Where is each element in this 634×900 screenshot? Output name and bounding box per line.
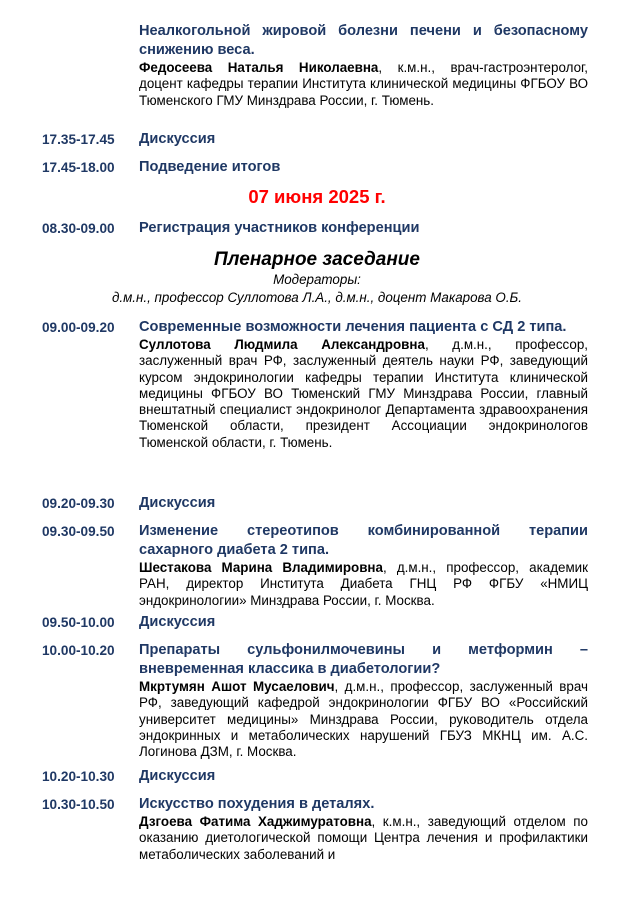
session-title: Дискуссия <box>139 131 216 147</box>
session-time: 10.30-10.50 <box>42 797 115 812</box>
session-time: 09.20-09.30 <box>42 496 115 511</box>
session-topic: Искусство похудения в деталях. <box>139 796 375 812</box>
session-time: 10.00-10.20 <box>42 643 115 658</box>
moderators-label: Модераторы: <box>273 272 361 287</box>
speaker-info <box>139 679 588 760</box>
speaker-info <box>139 560 588 609</box>
speaker-details: , д.м.н., профессор, заслуженный врач РФ, заведующий кафедрой эндокринологии ФГБУ ВО «Российский университет медицины» Минздрава России, руководитель отдела эндокринных и метаболических нарушений ГБУЗ МКНЦ им. А.С. Логинова ДЗМ, г. Москва. <box>139 679 588 760</box>
session-time: 09.30-09.50 <box>42 524 115 539</box>
session-topic: Современные возможности лечения пациента с СД 2 типа. <box>139 319 567 335</box>
speaker-info <box>139 814 588 863</box>
session-time: 09.00-09.20 <box>42 320 115 335</box>
day-date-heading: 07 июня 2025 г. <box>248 186 386 207</box>
session-topic: Изменение стереотипов комбинированной терапии сахарного диабета 2 типа. <box>139 523 588 558</box>
session-title: Дискуссия <box>139 614 216 630</box>
session-title: Регистрация участников конференции <box>139 220 420 236</box>
speaker-details: , к.м.н., заведующий отделом по оказанию диетологической помощи Центра лечения и профилактики метаболических заболеваний и <box>139 814 588 862</box>
speaker-details: , к.м.н., врач-гастроэнтеролог, доцент кафедры терапии Института клинической медицины ФГБОУ ВО Тюменского ГМУ Минздрава России, г. Тюмень. <box>139 60 588 108</box>
speaker-details: , д.м.н., профессор, заслуженный врач РФ, заслуженный деятель науки РФ, заведующий курсом эндокринологии кафедры терапии Института клинической медицины ФГБОУ ВО Тюменский ГМУ Минздрава России, главный внештатный специалист эндокринолог Департамента здравоохранения Тюменской области, президент Ассоциации эндокринологов Тюменской области, г. Тюмень. <box>139 337 588 450</box>
session-time: 17.35-17.45 <box>42 132 115 147</box>
session-time: 09.50-10.00 <box>42 615 115 630</box>
session-title: Дискуссия <box>139 495 216 511</box>
session-topic: Препараты сульфонилмочевины и метформин – вневременная классика в диабетологии? <box>139 642 588 677</box>
session-title: Дискуссия <box>139 768 216 784</box>
moderators-names: д.м.н., профессор Суллотова Л.А., д.м.н., доцент Макарова О.Б. <box>112 290 522 305</box>
session-time: 08.30-09.00 <box>42 221 115 236</box>
session-time: 10.20-10.30 <box>42 769 115 784</box>
session-time: 17.45-18.00 <box>42 160 115 175</box>
session-title: Подведение итогов <box>139 159 281 175</box>
speaker-name: Мкртумян Ашот Мусаелович <box>139 679 335 694</box>
speaker-name: Суллотова Людмила Александровна <box>139 337 425 352</box>
speaker-name: Дзгоева Фатима Хаджимуратовна <box>139 814 372 829</box>
speaker-name: Федосеева Наталья Николаевна <box>139 60 379 75</box>
speaker-details: , д.м.н., профессор, академик РАН, директор Института Диабета ГНЦ РФ ФГБУ «НМИЦ эндокринологии» Минздрава России, г. Москва. <box>139 560 588 608</box>
speaker-name: Шестакова Марина Владимировна <box>139 560 383 575</box>
speaker-info <box>139 337 588 451</box>
plenary-title: Пленарное заседание <box>214 249 420 270</box>
speaker-info <box>139 60 588 109</box>
session-topic: Неалкогольной жировой болезни печени и безопасному снижению веса. <box>139 23 588 58</box>
